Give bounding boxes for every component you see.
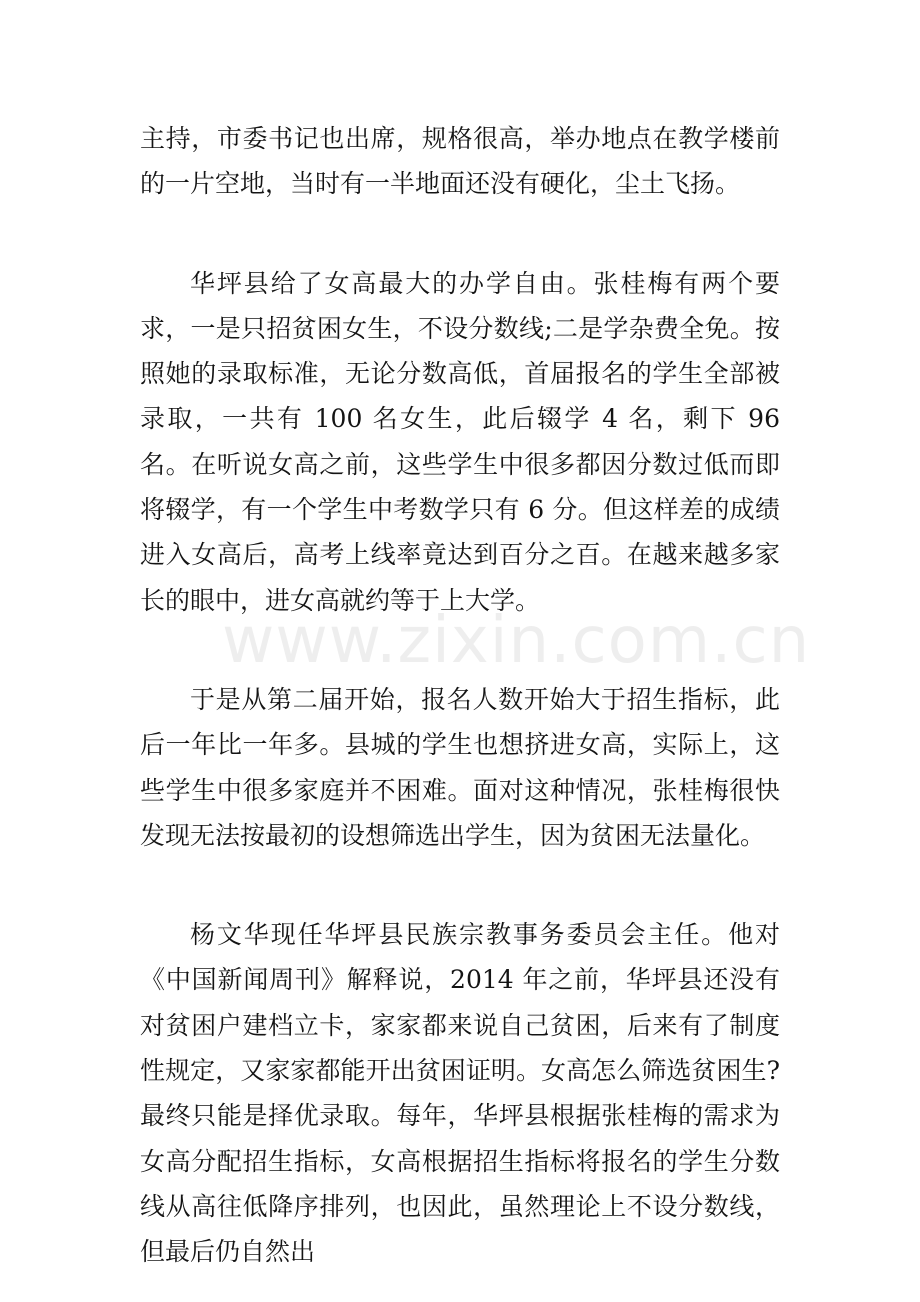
paragraph-spacer xyxy=(140,207,780,261)
paragraph-1: 主持，市委书记也出席，规格很高，举办地点在教学楼前的一片空地，当时有一半地面还没有硬化，尘土飞扬。 xyxy=(140,124,780,199)
paragraph-2: 华坪县给了女高最大的办学自由。张桂梅有两个要求，一是只招贫困女生，不设分数线;二是学杂费全免。按照她的录取标准，无论分数高低，首届报名的学生全部被录取，一共有 100 名女生，此后辍学 4 名，剩下 96 名。在听说女高之前，这些学生中很多都因分数过低而即将辍学，有一个学生中考数学只有 6 分。但这样差的成绩进入女高后，高考上线率竟达到百分之百。在越来越多家长的眼中，进女高就约等于上大学。 xyxy=(140,268,780,615)
paragraph-spacer xyxy=(140,623,780,677)
document-body xyxy=(140,116,780,1275)
paragraph-3: 于是从第二届开始，报名人数开始大于招生指标，此后一年比一年多。县城的学生也想挤进女高，实际上，这些学生中很多家庭并不困难。面对这种情况，张桂梅很快发现无法按最初的设想筛选出学生，因为贫困无法量化。 xyxy=(140,684,780,850)
watermark: www.zixin.com.cn xyxy=(222,604,811,678)
paragraph-4: 杨文华现任华坪县民族宗教事务委员会主任。他对《中国新闻周刊》解释说，2014 年之前，华坪县还没有对贫困户建档立卡，家家都来说自己贫困，后来有了制度性规定，又家家都能开出贫困证明。女高怎么筛选贫困生?最终只能是择优录取。每年，华坪县根据张桂梅的需求为女高分配招生指标，女高根据招生指标将报名的学生分数线从高往低降序排列，也因此，虽然理论上不设分数线，但最后仍自然出 xyxy=(140,920,780,1267)
paragraph-spacer xyxy=(140,858,780,912)
